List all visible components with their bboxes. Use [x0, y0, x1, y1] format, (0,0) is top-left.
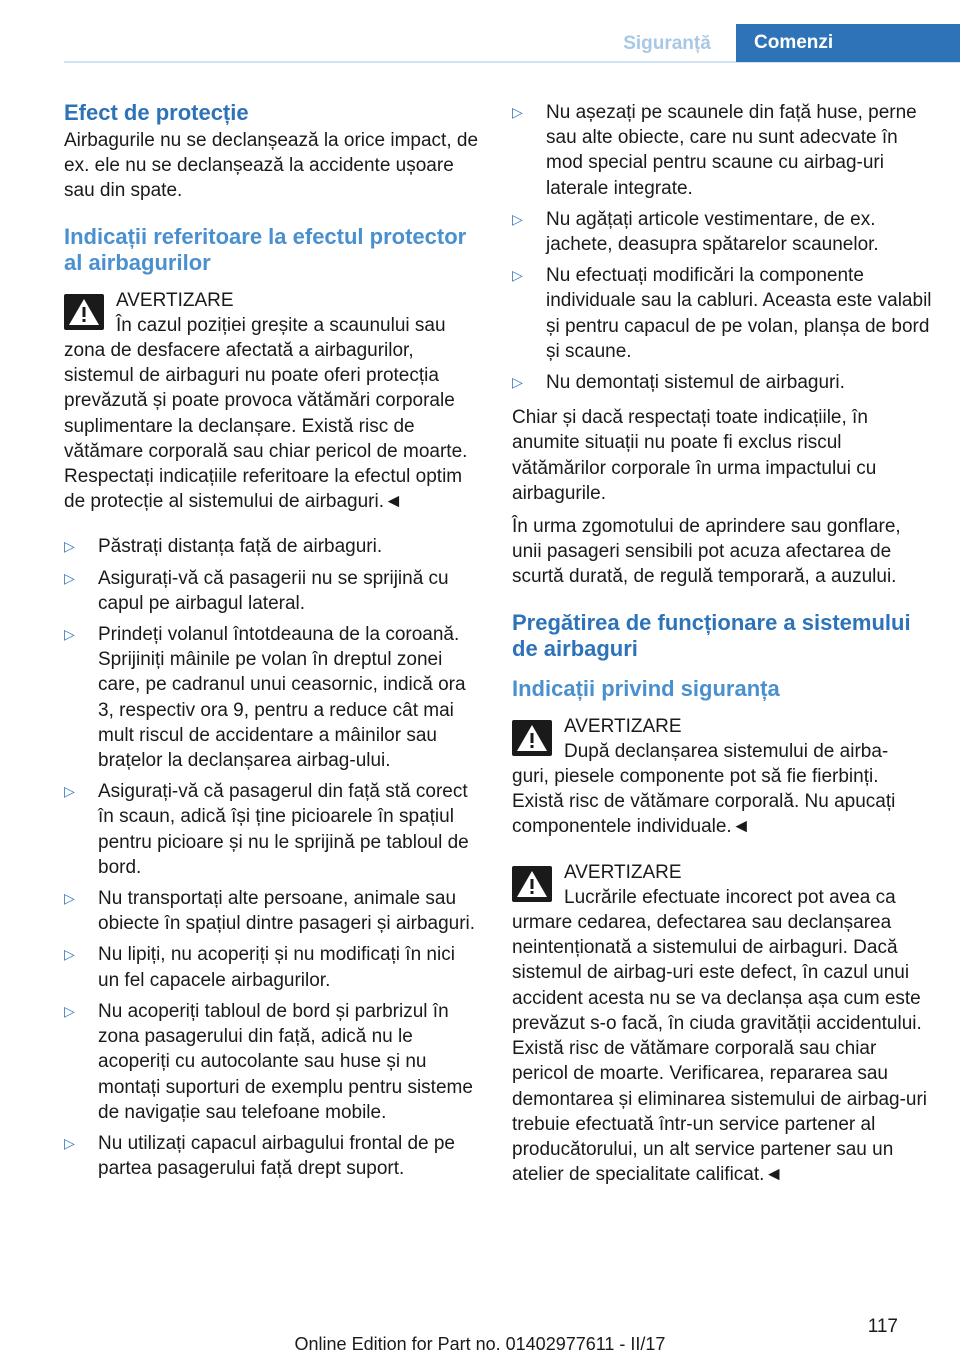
warning-label: AVERTIZARE	[564, 861, 682, 883]
triangle-bullet-icon: ▷	[64, 626, 75, 643]
list-item: ▷ Asigurați-vă că pasagerii nu se sprijină cu capul pe airbagul lateral.	[64, 567, 449, 614]
list-item: ▷ Nu demontați sistemul de airbaguri.	[512, 370, 932, 395]
triangle-bullet-icon: ▷	[64, 783, 75, 800]
warning-text: zona de desfacere afectată a airbagurilor, sistemul de airbaguri nu poate oferi protecția prevăzută și poate provoca vătămări corporale suplimentare la declanșare. Există risc de vătămare corporală sau chiar pericol de moarte. Respectați indicațiile referitoare la efectul optim de protecție al sistemului de airbaguri.◄	[64, 340, 468, 513]
warning-icon	[512, 720, 552, 756]
list-item: ▷ Nu agățați articole vestimentare, de ex. jachete, deasupra spătarelor scaunelor.	[512, 208, 879, 256]
triangle-bullet-icon: ▷	[64, 1002, 75, 1019]
warning-block	[512, 714, 932, 840]
warning-icon	[512, 866, 552, 902]
section-tab[interactable]: Siguranță	[623, 32, 711, 54]
list-item: ▷ Păstrați distanța față de airbaguri.	[64, 534, 480, 559]
triangle-bullet-icon: ▷	[512, 267, 523, 284]
right-bullet-list	[512, 100, 932, 395]
list-item: ▷ Nu utilizați capacul airbagului frontal de pe partea pasagerului față drept suport.	[64, 1132, 455, 1180]
left-bullet-list	[64, 534, 480, 1181]
heading-safety-notes: Indicații privind siguranța	[512, 675, 780, 701]
paragraph-hearing: În urma zgomotului de aprindere sau gonflare, unii pasageri sensibili pot acuza afectarea de scurtă durată, de regulă temporară, a auzului.	[512, 516, 901, 588]
warning-label: AVERTIZARE	[564, 715, 682, 737]
triangle-bullet-icon: ▷	[512, 210, 523, 227]
triangle-bullet-icon: ▷	[64, 1134, 75, 1151]
warning-block	[512, 860, 932, 1188]
list-item: ▷ Nu lipiți, nu acoperiți și nu modificați în nici un fel capacele airbagurilor.	[64, 944, 455, 991]
heading-airbag-notes: Indicații referitoare la efectul protector al airbagurilor	[64, 223, 467, 275]
right-column	[512, 100, 932, 1207]
triangle-bullet-icon: ▷	[512, 104, 523, 120]
footer-edition: Online Edition for Part no. 01402977611 - II/17	[294, 1334, 666, 1354]
list-item: ▷ Nu acoperiți tabloul de bord și parbrizul în zona pasagerului din față, adică nu le acoperiți cu autocolante sau huse și nu montați suporturi de exemplu pentru sisteme de navigație sau telefoane mobile.	[64, 1000, 473, 1123]
warning-label: AVERTIZARE	[116, 289, 234, 311]
warning-block	[64, 288, 480, 515]
page-number: 117	[867, 1316, 898, 1337]
warning-text-line1: În cazul poziției greșite a scaunului sau	[116, 314, 446, 336]
triangle-bullet-icon: ▷	[64, 946, 75, 963]
warning-text-line1: După declanșarea sistemului de airba-	[564, 740, 889, 762]
warning-text-line1: Lucrările efectuate incorect pot avea ca	[564, 886, 896, 908]
warning-icon	[64, 294, 104, 330]
triangle-bullet-icon: ▷	[64, 538, 75, 555]
warning-text: urmare cedarea, defectarea sau declanșarea neintenționată a sistemului de airbaguri. Dacă sistemul de airbag-uri este defect, în cazul unui accident acesta nu se va declanșa așa cum este prevăzut s-o facă, în ciuda gravității accidentului. Există risc de vătămare corporală sau chiar pericol de moarte. Verificarea, repararea sau demontarea și eliminarea sistemului de airbag-uri trebuie efectuată într-un service partener al producătorului, un alt service partener sau un atelier de specialitate calificat.◄	[512, 912, 928, 1186]
paragraph-residual-risk: Chiar și dacă respectați toate indicațiile, în anumite situații nu poate fi exclus riscul vătămărilor corporale în urma impactului cu airbagurile.	[512, 407, 877, 504]
list-item: ▷ Asigurați-vă că pasagerul din față stă corect în scaun, adică își ține picioarele în spațiul pentru picioare și nu le sprijină pe tabloul de bord.	[64, 781, 469, 878]
list-item: ▷ Nu așezați pe scaunele din față huse, perne sau alte obiecte, care nu sunt adecvate în mod special pentru scaune cu airbag-uri laterale integrate.	[512, 102, 917, 199]
left-column	[64, 100, 480, 1191]
paragraph-protection: Airbagurile nu se declanșează la orice impact, de ex. ele nu se declanșează la accidente ușoare sau din spate.	[64, 130, 479, 202]
heading-protection: Efect de protecție	[64, 100, 249, 125]
list-item: ▷ Nu efectuați modificări la componente individuale sau la cabluri. Aceasta este valabil și pentru capacul de pe volan, planșa de bord și scaune.	[512, 265, 932, 362]
heading-airbag-readiness: Pregătirea de funcționare a sistemului de airbaguri	[512, 609, 911, 661]
chapter-tab[interactable]: Comenzi	[736, 24, 960, 62]
triangle-bullet-icon: ▷	[64, 890, 75, 907]
triangle-bullet-icon: ▷	[512, 374, 523, 391]
triangle-bullet-icon: ▷	[64, 569, 75, 586]
warning-text: guri, piesele componente pot să fie fierbinți. Există risc de vătămare corporală. Nu apucați componentele individuale.◄	[512, 766, 896, 838]
list-item: ▷ Prindeți volanul întotdeauna de la coroană. Sprijiniți mâinile pe volan în dreptul zonei care, pe cadranul unui ceasornic, indică ora 3, respectiv ora 9, pentru a reduce cât mai mult riscul de accidentare a mâinilor sau brațelor la declanșarea airbag-ului.	[64, 624, 466, 772]
list-item: ▷ Nu transportați alte persoane, animale sau obiecte în spațiul dintre pasageri și airbaguri.	[64, 888, 476, 935]
